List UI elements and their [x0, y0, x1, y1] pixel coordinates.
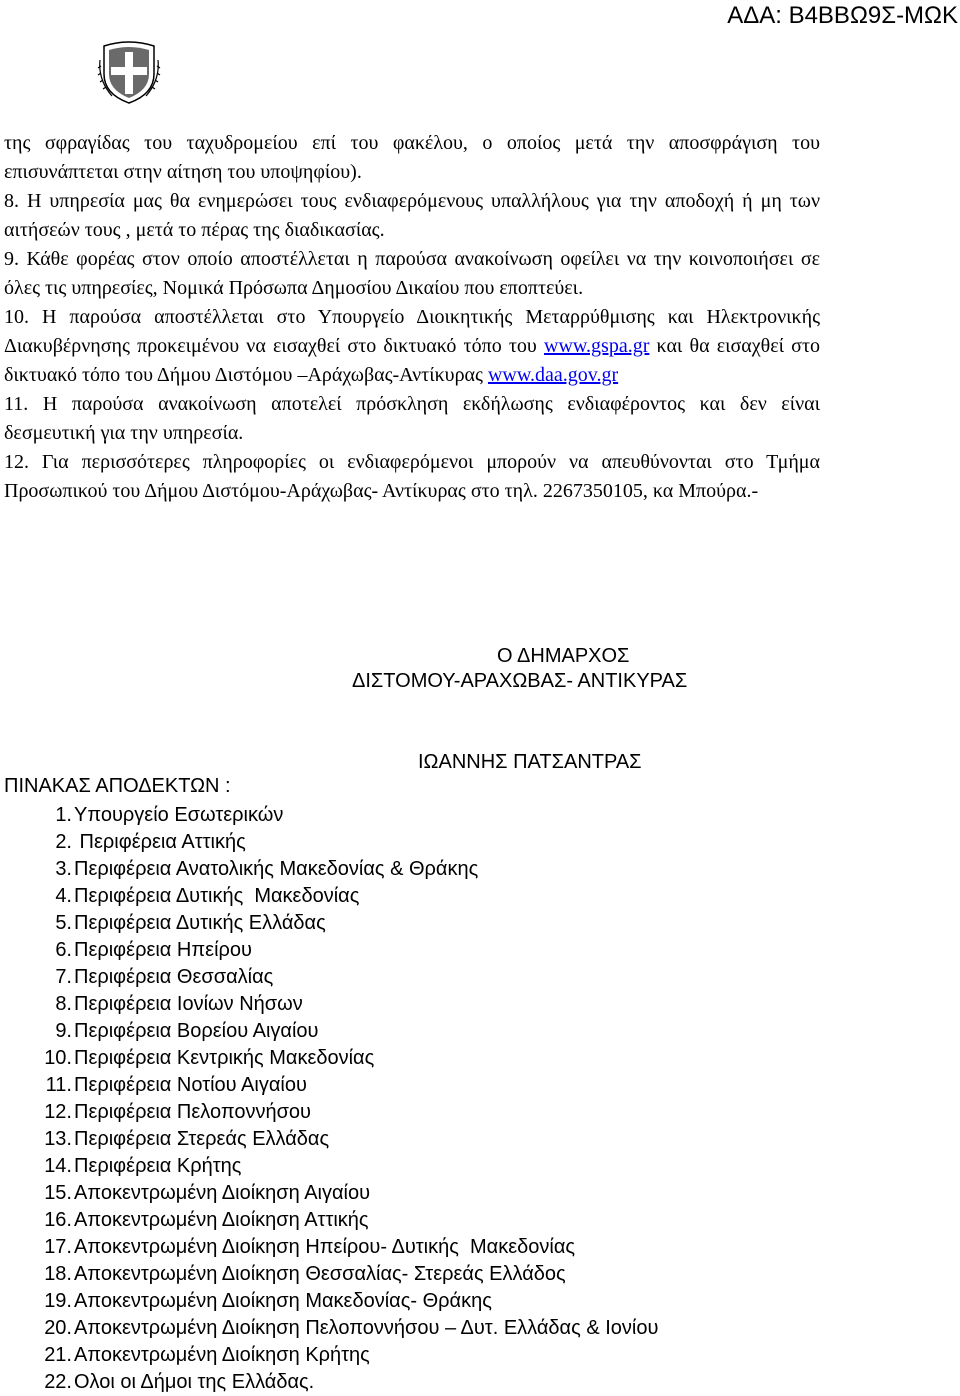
list-item-text: Περιφέρεια Αττικής	[74, 831, 246, 853]
list-item-number: 19.	[44, 1290, 72, 1312]
daa-link[interactable]: www.daa.gov.gr	[487, 364, 619, 386]
list-item	[0, 802, 658, 829]
list-item	[0, 883, 658, 910]
municipality-name: ΔΙΣΤΟΜΟΥ-ΑΡΑΧΩΒΑΣ- ΑΝΤΙΚΥΡΑΣ	[352, 670, 688, 692]
list-item	[0, 1315, 658, 1342]
list-item	[0, 1099, 658, 1126]
paragraph-11: 11. Η παρούσα ανακοίνωση αποτελεί πρόσκληση εκδήλωσης ενδιαφέροντος και δεν είναι δεσμευτική για την υπηρεσία.	[4, 393, 820, 444]
list-item-number: 21.	[44, 1344, 72, 1366]
list-item-text: Αποκεντρωμένη Διοίκηση Θεσσαλίας- Στερεάς Ελλάδος	[74, 1263, 566, 1285]
list-item	[0, 1261, 658, 1288]
list-item-number: 13.	[44, 1128, 72, 1150]
list-item	[0, 1288, 658, 1315]
list-item-text: Ολοι οι Δήμοι της Ελλάδας.	[74, 1371, 315, 1393]
list-item-text: Υπουργείο Εσωτερικών	[74, 804, 284, 826]
list-item-number: 2.	[55, 831, 72, 853]
list-item-number: 15.	[44, 1182, 72, 1204]
list-item	[0, 964, 658, 991]
list-item	[0, 1153, 658, 1180]
list-item-number: 8.	[55, 993, 72, 1015]
mayor-name: ΙΩΑΝΝΗΣ ΠΑΤΣΑΝΤΡΑΣ	[418, 751, 642, 773]
list-item	[0, 1180, 658, 1207]
list-item	[0, 1045, 658, 1072]
list-item-text: Περιφέρεια Στερεάς Ελλάδας	[74, 1128, 330, 1150]
list-item-text: Περιφέρεια Κρήτης	[74, 1155, 242, 1177]
list-item-number: 16.	[44, 1209, 72, 1231]
paragraph-10-text-b: και θα εισαχθεί στο δικτυακό τόπο του Δήμου Διστόμου –Αράχωβας-Αντίκυρας	[4, 335, 820, 386]
list-item-text: Αποκεντρωμένη Διοίκηση Ηπείρου- Δυτικής Μακεδονίας	[74, 1236, 576, 1258]
list-item-text: Αποκεντρωμένη Διοίκηση Κρήτης	[74, 1344, 370, 1366]
list-item-number: 1.	[55, 804, 72, 826]
gspa-link[interactable]: www.gspa.gr	[544, 335, 650, 357]
list-item-number: 14.	[44, 1155, 72, 1177]
list-item-number: 17.	[44, 1236, 72, 1258]
list-item-number: 5.	[55, 912, 72, 934]
list-item-text: Περιφέρεια Νοτίου Αιγαίου	[74, 1074, 307, 1096]
list-item-text: Περιφέρεια Θεσσαλίας	[74, 966, 274, 988]
list-item	[0, 1207, 658, 1234]
list-item-number: 18.	[44, 1263, 72, 1285]
ada-code: ΑΔΑ: Β4ΒΒΩ9Σ-ΜΩΚ	[727, 2, 958, 29]
list-item-number: 3.	[55, 858, 72, 880]
list-item-number: 9.	[55, 1020, 72, 1042]
mayor-title: Ο ΔΗΜΑΡΧΟΣ	[497, 645, 630, 667]
recipients-heading: ΠΙΝΑΚΑΣ ΑΠΟΔΕΚΤΩΝ :	[4, 775, 231, 797]
list-item-number: 10.	[44, 1047, 72, 1069]
paragraph-10	[4, 303, 820, 390]
list-item	[0, 1234, 658, 1261]
paragraph-12: 12. Για περισσότερες πληροφορίες οι ενδιαφερόμενοι μπορούν να απευθύνονται στο Τμήμα Προσωπικού του Δήμου Διστόμου-Αράχωβας- Αντίκυρας στο τηλ. 2267350105, κα Μπούρα.-	[4, 451, 820, 502]
list-item-text: Περιφέρεια Δυτικής Μακεδονίας	[74, 885, 360, 907]
list-item	[0, 910, 658, 937]
list-item-text: Αποκεντρωμένη Διοίκηση Πελοποννήσου – Δυτ. Ελλάδας & Ιονίου	[74, 1317, 659, 1339]
list-item-text: Αποκεντρωμένη Διοίκηση Αιγαίου	[74, 1182, 371, 1204]
list-item-number: 12.	[44, 1101, 72, 1123]
list-item-number: 11.	[45, 1074, 72, 1096]
list-item	[0, 1072, 658, 1099]
list-item-number: 7.	[55, 966, 72, 988]
list-item-number: 20.	[44, 1317, 72, 1339]
list-item	[0, 937, 658, 964]
list-item-text: Περιφέρεια Πελοποννήσου	[74, 1101, 311, 1123]
recipients-list	[0, 802, 658, 1396]
list-item	[0, 1126, 658, 1153]
list-item	[0, 829, 658, 856]
announcement-body	[4, 129, 820, 506]
list-item	[0, 1018, 658, 1045]
list-item	[0, 856, 658, 883]
list-item	[0, 1342, 658, 1369]
list-item-text: Περιφέρεια Κεντρικής Μακεδονίας	[74, 1047, 375, 1069]
paragraph-8: 8. Η υπηρεσία μας θα ενημερώσει τους ενδιαφερόμενους υπαλλήλους για την αποδοχή ή μη των αιτήσεών τους , μετά το πέρας της διαδικασίας.	[4, 190, 820, 241]
list-item-text: Περιφέρεια Δυτικής Ελλάδας	[74, 912, 326, 934]
list-item-text: Αποκεντρωμένη Διοίκηση Μακεδονίας- Θράκης	[74, 1290, 492, 1312]
greek-coat-of-arms-emblem	[96, 40, 162, 106]
list-item-text: Αποκεντρωμένη Διοίκηση Αττικής	[74, 1209, 369, 1231]
list-item-text: Περιφέρεια Ιονίων Νήσων	[74, 993, 303, 1015]
list-item-text: Περιφέρεια Ανατολικής Μακεδονίας & Θράκης	[74, 858, 479, 880]
list-item-text: Περιφέρεια Ηπείρου	[74, 939, 252, 961]
list-item-text: Περιφέρεια Βορείου Αιγαίου	[74, 1020, 319, 1042]
list-item	[0, 1369, 658, 1396]
list-item-number: 22.	[44, 1371, 72, 1393]
paragraph-continuation: της σφραγίδας του ταχυδρομείου επί του φακέλου, ο οποίος μετά την αποσφράγιση του επισυνάπτεται στην αίτηση του υποψηφίου).	[4, 132, 820, 183]
list-item-number: 6.	[55, 939, 72, 961]
list-item	[0, 991, 658, 1018]
paragraph-10-text-a: 10. Η παρούσα αποστέλλεται στο Υπουργείο Διοικητικής Μεταρρύθμισης και Ηλεκτρονικής Διακυβέρνησης προκειμένου να εισαχθεί στο δικτυακό τόπο του	[4, 306, 820, 357]
paragraph-9: 9. Κάθε φορέας στον οποίο αποστέλλεται η παρούσα ανακοίνωση οφείλει να την κοινοποιήσει σε όλες τις υπηρεσίες, Νομικά Πρόσωπα Δημοσίου Δικαίου που εποπτεύει.	[4, 248, 820, 299]
list-item-number: 4.	[55, 885, 72, 907]
